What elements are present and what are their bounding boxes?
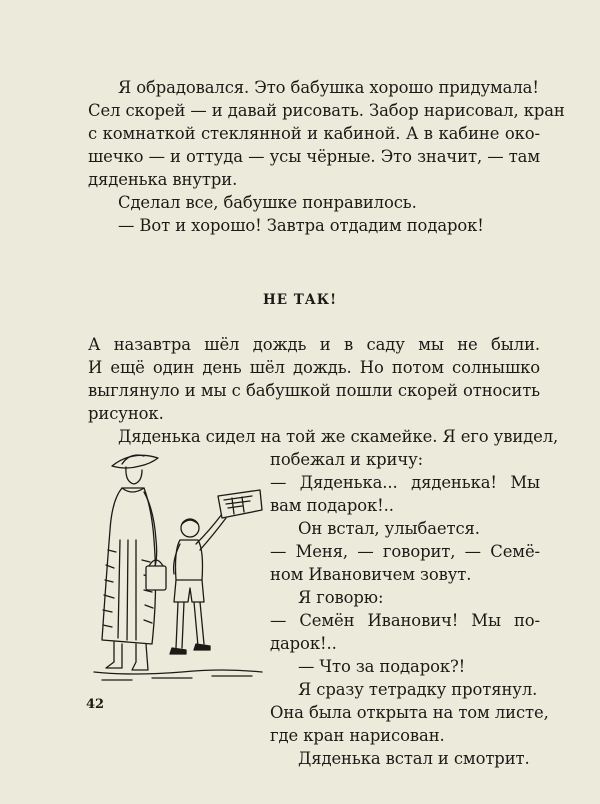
text-line: шечко — и оттуда — усы чёрные. Это значит, — там (88, 147, 540, 166)
text-line: где кран нарисован. (270, 726, 445, 745)
text-line: с комнаткой стеклянной и кабиной. А в кабине око- (88, 124, 540, 143)
text-line: дарок!.. (270, 634, 337, 653)
text-line: выглянуло и мы с бабушкой пошли скорей относить (88, 381, 540, 400)
text-line: — Меня, — говорит, — Семё- (270, 542, 540, 561)
text-line: — Что за подарок?! (298, 657, 466, 676)
text-line: Я сразу тетрадку протянул. (298, 680, 538, 699)
text-line: Я обрадовался. Это бабушка хорошо придумала! (118, 78, 539, 97)
text-line: Дяденька встал и смотрит. (298, 749, 530, 768)
text-line: побежал и кричу: (270, 450, 424, 469)
text-line: рисунок. (88, 404, 164, 423)
text-line: Сделал все, бабушке понравилось. (118, 193, 417, 212)
text-line: — Семён Иванович! Мы по- (270, 611, 540, 630)
text-line: Он встал, улыбается. (298, 519, 480, 538)
text-line: Сел скорей — и давай рисовать. Забор нарисовал, кран (88, 101, 565, 120)
chapter-heading: НЕ ТАК! (263, 292, 337, 308)
text-line: Она была открыта на том листе, (270, 703, 549, 722)
text-line: — Вот и хорошо! Завтра отдадим подарок! (118, 216, 484, 235)
text-line: И ещё один день шёл дождь. Но потом солнышко (88, 358, 540, 377)
text-line: А назавтра шёл дождь и в саду мы не были. (88, 335, 540, 354)
page-number: 42 (86, 697, 105, 712)
grandmother-and-boy-illustration (92, 440, 267, 690)
text-line: — Дяденька... дяденька! Мы (270, 473, 540, 492)
text-line: Дяденька сидел на той же скамейке. Я его увидел, (118, 427, 559, 446)
text-line: вам подарок!.. (270, 496, 394, 515)
text-line: Я говорю: (298, 588, 384, 607)
text-line: дяденька внутри. (88, 170, 238, 189)
text-line: ном Ивановичем зовут. (270, 565, 472, 584)
